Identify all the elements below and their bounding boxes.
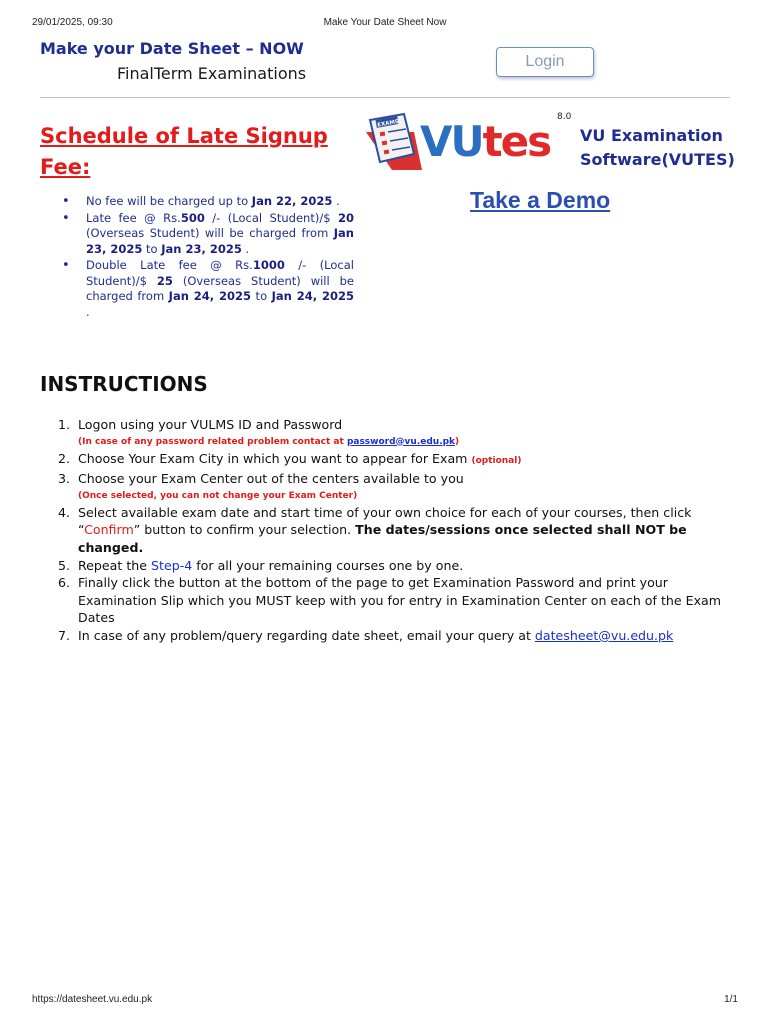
instruction-step-1: 1. Logon using your VULMS ID and Password (In case of any password related problem contact at password@vu.edu.pk) [58,416,738,450]
instruction-step-4: 4. Select available exam date and start time of your own choice for each of your courses, then click “Confirm” button to confirm your selection. The dates/sessions once selected shall NOT be changed. [58,504,692,555]
fee-text: . [241,241,250,256]
instruction-step-3: 3. Choose your Exam Center out of the centers available to you (Once selected, you can not change your Exam Center) [58,470,738,504]
confirm-word: Confirm [84,522,134,538]
step-text: Repeat the [78,557,152,573]
fee-date: Jan 23, 2025 [161,241,242,256]
fee-text: Double Late fee @ Rs. [86,258,253,272]
vutes-caption [580,124,740,172]
fee-text: (Overseas Student) will be charged from [86,226,334,240]
instructions-list [58,416,738,645]
step-text: Logon using your VULMS ID and Password [78,417,343,432]
late-fee-heading-text: Schedule of Late Signup Fee: [40,124,328,179]
exams-clipboard-icon [366,114,422,170]
datesheet-email-link[interactable]: datesheet@vu.edu.pk [534,627,674,643]
optional-tag: (optional) [471,455,522,466]
fee-text: /- (Local Student)/$ [86,258,354,288]
late-fee-list [86,194,354,321]
fee-amount: 25 [156,273,173,288]
vutes-caption-line1: VU Examination [580,126,723,145]
exam-center-note: (Once selected, you can not change your Exam Center) [78,490,358,501]
exams-badge: EXAMS [376,118,400,129]
instruction-step-5: 5. Repeat the Step-4 for all your remaining courses one by one. [58,557,464,573]
fee-amount: 500 [180,210,205,225]
fee-text: (Overseas Student) will be charged from [86,273,355,303]
password-email-link[interactable]: password@vu.edu.pk [346,436,456,447]
site-title: Make your Date Sheet – NOW [40,39,304,58]
instruction-step-7: 7. In case of any problem/query regarding date sheet, email your query at datesheet@vu.edu.pk [58,627,674,643]
take-demo-link[interactable]: Take a Demo [470,187,611,213]
instruction-step-6: 6. Finally click the button at the bottom of the page to get Examination Password and print your Examination Slip which you MUST keep with you for entry in Examination Center on each of the Exam Dates [58,575,722,626]
fee-item [86,194,354,210]
login-button[interactable]: Login [496,47,594,77]
print-date: 29/01/2025, 09:30 [32,17,113,28]
fee-date: Jan 23, 2025 [86,226,354,256]
exam-title: FinalTerm Examinations [117,64,307,83]
fee-text: to [142,241,162,256]
fee-amount: 20 [338,210,355,225]
step-warning: The dates/sessions once selected shall NOT be changed. [78,522,687,555]
print-url: https://datesheet.vu.edu.pk [32,994,153,1005]
fee-item [86,258,354,320]
vutes-logo [362,110,580,182]
fee-text: /- (Local Student)/$ [204,210,338,225]
vutes-wordmark: VUtes [420,117,551,166]
fee-date: Jan 22, 2025 [251,194,333,208]
vutes-caption-line2: Software(VUTES) [580,150,735,169]
fee-text: . [332,194,340,208]
header-divider [40,97,730,98]
late-fee-heading [40,121,340,183]
step-text: for all your remaining courses one by one. [192,557,464,573]
step-text: ” button to confirm your selection. [133,522,356,538]
fee-amount: 1000 [252,258,285,272]
step-text: Select available exam date and start time of your own choice for each of your courses, then click “ [78,504,692,538]
fee-text: Late fee @ Rs. [86,210,181,225]
print-title: Make Your Date Sheet Now [323,17,447,28]
step-text: Choose Your Exam City in which you want to appear for Exam [78,450,472,466]
step-text: Finally click the button at the bottom of the page to get Examination Password and print your Examination Slip which you MUST keep with you for entry in Examination Center on each of the Exam Dates [78,575,722,626]
fee-text: to [251,289,272,303]
step-4-reference: Step-4 [151,557,193,573]
fee-text: . [86,304,90,319]
vutes-version: 8.0 [557,112,572,122]
step-text: In case of any problem/query regarding date sheet, email your query at [78,627,535,643]
fee-text: No fee will be charged up to [86,194,252,208]
fee-date: Jan 24, 2025 [271,289,354,303]
print-page-count: 1/1 [724,994,738,1005]
fee-item [86,211,354,258]
password-note: (In case of any password related problem contact at password@vu.edu.pk) [78,436,460,447]
step-text: Choose your Exam Center out of the centers available to you [78,471,464,487]
instructions-heading: INSTRUCTIONS [40,372,208,396]
instruction-step-2: 2. Choose Your Exam City in which you want to appear for Exam (optional) [58,450,522,466]
fee-date: Jan 24, 2025 [168,289,252,303]
